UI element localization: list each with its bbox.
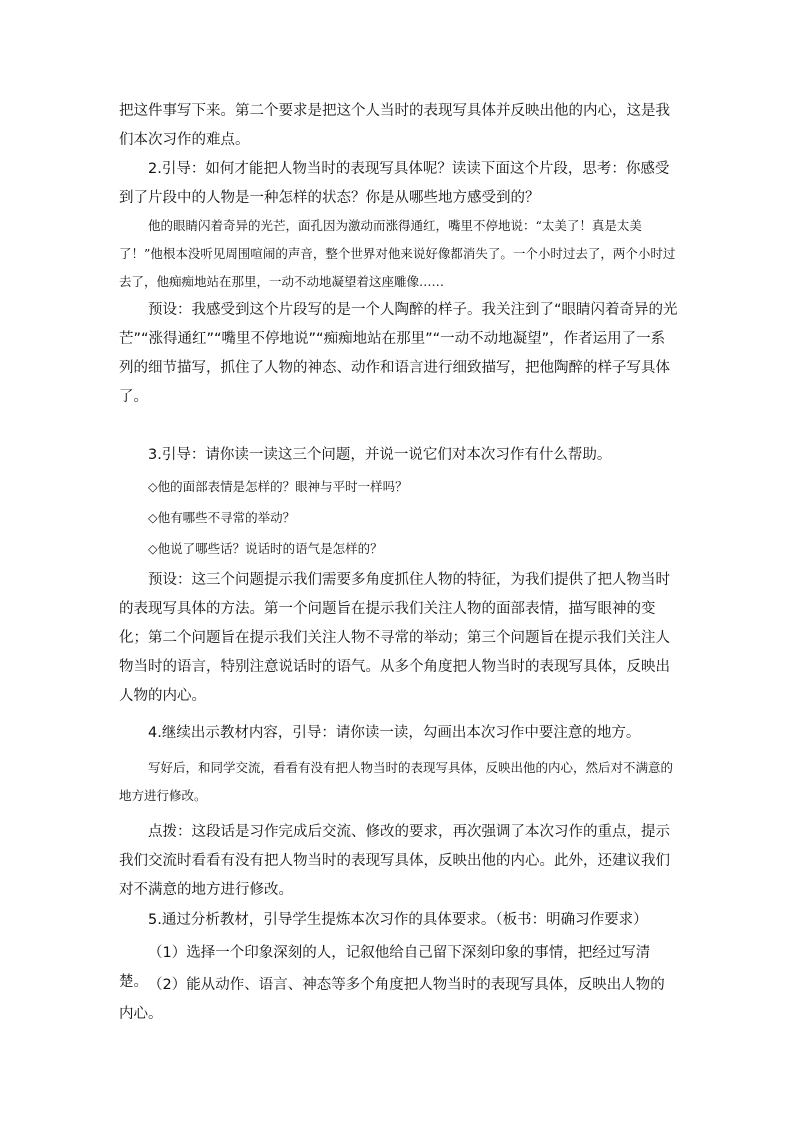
paragraph-preset-1: 预设：我感受到这个片段写的是一个人陶醉的样子。我关注到了“眼睛闪着奇异的光芒”“涨得通红”“嘴里不停地说”“痴痴地站在那里”“一动不动地凝望”，作者运用了一系列的细节描写，抓住了人物的神态、动作和语言进行细致描写，把他陶醉的样子写具体了。 bbox=[119, 302, 678, 405]
paragraph-guide-2: 2.引导：如何才能把人物当时的表现写具体呢？读读下面这个片段，思考：你感受到了片段中的人物是一种怎样的状态？你是从哪些地方感受到的？ bbox=[119, 161, 670, 206]
question-item-1: ◇他的面部表情是怎样的？眼神与平时一样吗？ bbox=[148, 479, 408, 494]
paragraph-pointer: 点拨：这段话是习作完成后交流、修改的要求，再次强调了本次习作的重点，提示我们交流时看看有没有把人物当时的表现写具体，反映出他的内心。此外，还建议我们对不满意的地方进行修改。 bbox=[119, 824, 670, 898]
question-item-3: ◇他说了哪些话？说话时的语气是怎样的？ bbox=[148, 541, 383, 556]
paragraph-intro-continuation: 把这件事写下来。第二个要求是把这个人当时的表现写具体并反映出他的内心，这是我们本次习作的难点。 bbox=[119, 103, 670, 148]
paragraph-guide-3: 3.引导：请你读一读这三个问题，并说一说它们对本次习作有什么帮助。 bbox=[148, 447, 612, 463]
paragraph-guide-5: 5.通过分析教材，引导学生提炼本次习作的具体要求。（板书：明确习作要求） bbox=[148, 912, 648, 928]
question-item-2: ◇他有哪些不寻常的举动？ bbox=[148, 510, 296, 525]
paragraph-textbook-excerpt: 写好后，和同学交流，看看有没有把人物当时的表现写具体，反映出他的内心，然后对不满意的地方进行修改。 bbox=[119, 760, 674, 803]
requirement-item-2: （2）能从动作、语言、神态等多个角度把人物当时的表现写具体，反映出人物的内心。 bbox=[119, 977, 665, 1022]
requirement-item-1: （1）选择一个印象深刻的人，记叙他给自己留下深刻印象的事情，把经过写清楚。 bbox=[119, 945, 651, 990]
paragraph-guide-4: 4.继续出示教材内容，引导：请你读一读，勾画出本次习作中要注意的地方。 bbox=[148, 725, 641, 741]
paragraph-preset-2: 预设：这三个问题提示我们需要多角度抓住人物的特征，为我们提供了把人物当时的表现写具体的方法。第一个问题旨在提示我们关注人物的面部表情，描写眼神的变化；第二个问题旨在提示我们关注人物不寻常的举动；第三个问题旨在提示我们关注人物当时的语言，特别注意说话时的语气。从多个角度把人物当时的表现写具体，反映出人物的内心。 bbox=[119, 572, 670, 704]
paragraph-quoted-excerpt: 他的眼睛闪着奇异的光芒，面孔因为激动而涨得通红，嘴里不停地说：“太美了！真是太美了！”他根本没听见周围喧闹的声音，整个世界对他来说好像都消失了。一个小时过去了，两个小时过去了，他痴痴地站在那里，一动不动地凝望着这座雕像…… bbox=[119, 218, 676, 289]
